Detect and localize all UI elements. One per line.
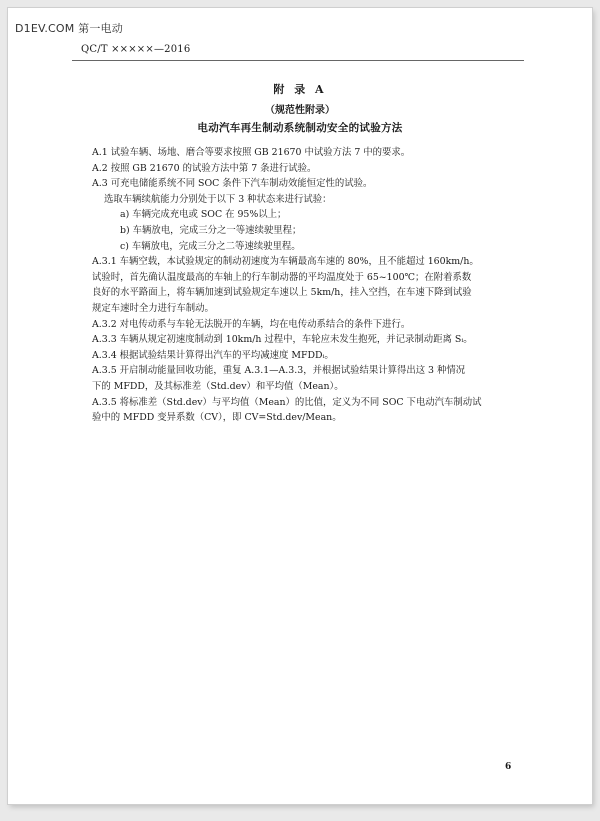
clause-a3-intro: 选取车辆续航能力分别处于以下 3 种状态来进行试验： [104, 193, 332, 205]
clause-a2: A.2 按照 GB 21670 的试验方法中第 7 条进行试验。 [92, 162, 317, 174]
clause-a1: A.1 试验车辆、场地、磨合等要求按照 GB 21670 中试验方法 7 中的要求。 [92, 147, 411, 158]
clause-a32: A.3.2 对电传动系与车轮无法脱开的车辆，均在电传动系结合的条件下进行。 [92, 318, 411, 330]
annex-type: （规范性附录） [265, 105, 335, 116]
list-item-c: c) 车辆放电，完成三分之二等速续驶里程。 [120, 240, 301, 252]
annex-title: 附 录 A [273, 83, 327, 96]
page-number: 6 [505, 762, 512, 772]
clause-a31: A.3.1 车辆空载，本试验规定的制动初速度为车辆最高车速的 80%，且不能超过 160km/h。 [92, 256, 479, 268]
clause-a31-cont: 规定车速时全力进行车制动。 [92, 302, 214, 314]
clause-a35-cont: 下的 MFDD，及其标准差（Std.dev）和平均值（Mean）。 [92, 380, 344, 392]
clause-a31-cont: 试验时，首先确认温度最高的车轴上的行车制动器的平均温度处于 65~100℃；在附着系数 [92, 271, 472, 283]
annex-main-title: 电动汽车再生制动系统制动安全的试验方法 [197, 122, 403, 134]
header-rule [72, 60, 524, 61]
list-item-a: a) 车辆完成充电或 SOC 在 95%以上； [120, 209, 287, 221]
clause-a35b-cont: 验中的 MFDD 变异系数（CV），即 CV=Std.dev/Mean。 [92, 412, 342, 424]
site-watermark: D1EV.COM 第一电动 [15, 22, 123, 35]
annex-body [92, 145, 532, 426]
clause-a35: A.3.5 开启制动能量回收功能，重复 A.3.1—A.3.3，并根据试验结果计算得出这 3 种情况 [92, 365, 466, 377]
clause-a33: A.3.3 车辆从规定初速度制动到 10km/h 过程中，车轮应未发生抱死，并记录制动距离 Sᵢ。 [92, 334, 473, 346]
document-code: QC/T ×××××—2016 [81, 44, 191, 55]
list-item-b: b) 车辆放电，完成三分之一等速续驶里程； [120, 224, 302, 236]
clause-a3: A.3 可充电储能系统不同 SOC 条件下汽车制动效能恒定性的试验。 [92, 178, 373, 190]
clause-a31-cont: 良好的水平路面上，将车辆加速到试验规定车速以上 5km/h，挂入空挡，在车速下降到试验 [92, 287, 472, 299]
document-page [8, 8, 592, 804]
clause-a35b: A.3.5 将标准差（Std.dev）与平均值（Mean）的比值，定义为不同 SOC 下电动汽车制动试 [92, 396, 482, 408]
clause-a34: A.3.4 根据试验结果计算得出汽车的平均减速度 MFDDᵢ。 [92, 349, 334, 361]
